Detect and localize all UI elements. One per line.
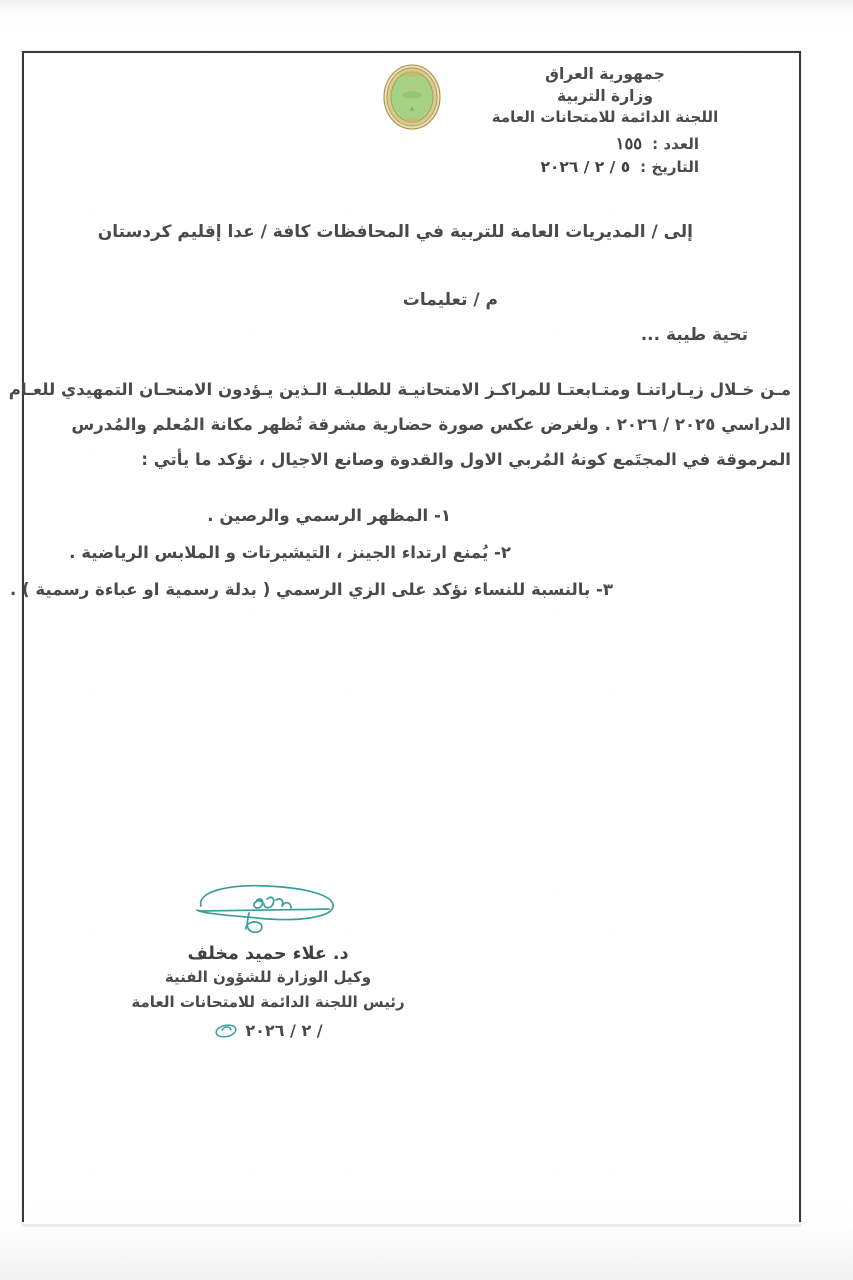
addressee-line: إلى / المديريات العامة للتربية في المحافظات كافة / عدا إقليم كردستان — [97, 222, 693, 242]
reference-number-label: العدد : — [652, 135, 699, 154]
body-line-1: مـن خـلال زيـاراتنـا ومتـابعتـا للمراكـز الامتحانيـة للطلبـة الـذين يـؤدون الامتحـان التمهيدي للعـام — [8, 380, 791, 399]
signature-date-rest: / ٢ / ٢٠٢٦ — [245, 1020, 323, 1040]
body-line-3: المرموقة في المجتَمع كونهُ المُربي الاول والقدوة وصانع الاجيال ، نؤكد ما يأتي : — [141, 450, 791, 470]
clause-item-3: ٣- بالنسبة للنساء نؤكد على الزي الرسمي ( بدلة رسمية او عباءة رسمية ) . — [9, 579, 613, 599]
clause-item-1: ١- المظهر الرسمي والرصين . — [207, 506, 451, 525]
signatory-title-1: وكيل الوزارة للشؤون الفنية — [164, 968, 372, 986]
signature-date — [113, 1021, 423, 1040]
body-line-2: الدراسي ٢٠٢٥ / ٢٠٢٦ . ولغرض عكس صورة حضارية مشرقة تُظهر مكانة المُعلم والمُدرس — [71, 415, 791, 435]
letterhead-ministry: وزارة التربية — [557, 87, 653, 105]
greeting-line: تحية طيبة ... — [640, 325, 748, 345]
signatory-name: د. علاء حميد مخلف — [187, 944, 349, 964]
clause-list — [9, 498, 791, 608]
document-date-label: التاريخ : — [640, 157, 699, 176]
clause-item-2: ٢- يُمنع ارتداء الجينز ، التيشيرتات و الملابس الرياضية . — [69, 542, 511, 562]
body-paragraph — [8, 372, 791, 478]
signatory-title-2: رئيس اللجنة الدائمة للامتحانات العامة — [131, 992, 405, 1011]
signature-block — [113, 880, 423, 1040]
handwritten-signature-icon — [183, 880, 353, 942]
reference-number-value: ١٥٥ — [615, 134, 643, 154]
document-date-row — [385, 156, 825, 178]
letterhead-committee: اللجنة الدائمة للامتحانات العامة — [491, 108, 719, 126]
letterhead-country: جمهورية العراق — [545, 65, 665, 83]
reference-number-row — [385, 132, 825, 155]
letterhead — [385, 63, 825, 178]
handwritten-day-mark-icon — [213, 1022, 239, 1039]
iraq-state-emblem-icon — [381, 62, 443, 132]
subject-line: م / تعليمات — [402, 290, 498, 310]
document-date-value: ٥ / ٢ / ٢٠٢٦ — [540, 157, 631, 176]
letterhead-meta — [385, 132, 825, 178]
